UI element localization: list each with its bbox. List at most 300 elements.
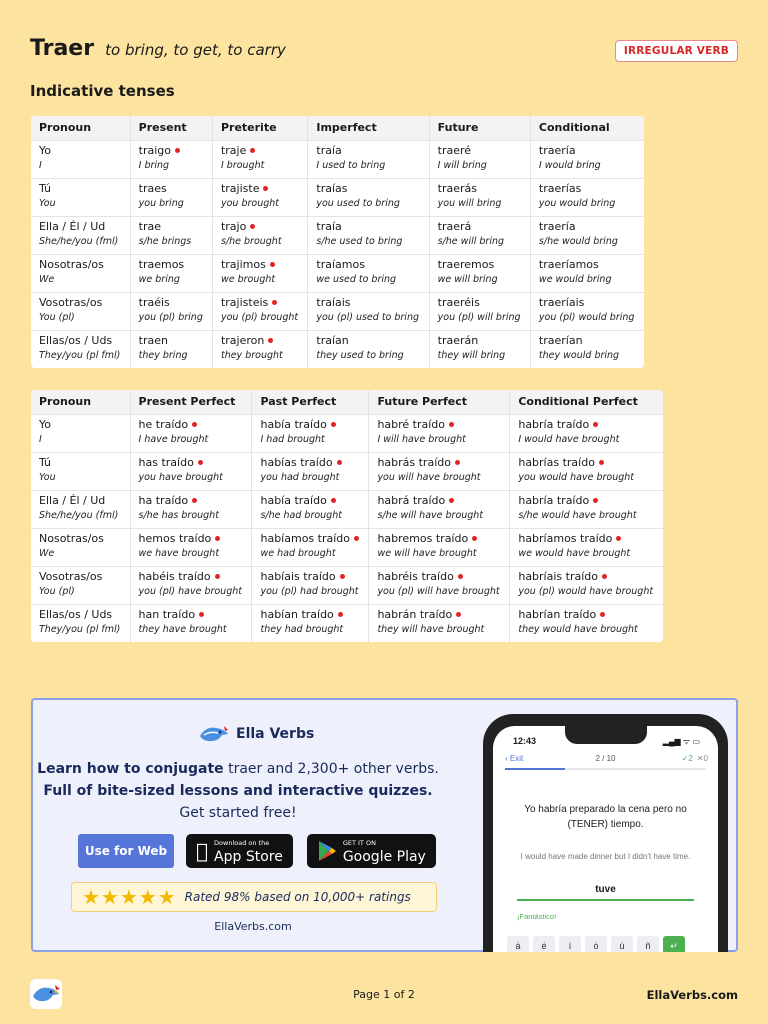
rating-text: Rated 98% based on 10,000+ ratings <box>184 890 411 904</box>
verb-form-text: traerían <box>538 333 583 347</box>
irregular-dot-icon <box>192 498 197 503</box>
conjugation-cell <box>130 216 212 254</box>
verb-form-text: Vosotras/os <box>39 295 103 309</box>
column-header: Future Perfect <box>369 390 510 414</box>
irregular-dot-icon <box>215 574 220 579</box>
english-translation: you would bring <box>538 197 616 209</box>
conjugation-cell <box>130 452 252 490</box>
english-translation: You <box>39 197 56 209</box>
conjugation-cell <box>369 490 510 528</box>
verb-form-text: traéis <box>138 295 170 309</box>
accent-key[interactable]: ú <box>611 936 633 952</box>
progress-fill <box>505 768 565 770</box>
status-icons: ▂▄▆ ᯤ ▭ <box>662 737 700 746</box>
irregular-dot-icon <box>337 460 342 465</box>
brand-name: Ella Verbs <box>236 726 315 742</box>
verb-form-text: habrías traído <box>518 455 595 469</box>
english-translation: We <box>39 273 55 285</box>
english-translation: I would have brought <box>518 433 620 445</box>
verb-form-text: habremos traído <box>377 531 469 545</box>
english-translation: She/he/you (fml) <box>39 509 119 521</box>
app-store-small-label: Download on the <box>202 838 258 847</box>
conjugation-cell <box>429 216 530 254</box>
table-row <box>31 140 644 178</box>
verb-form <box>39 570 122 584</box>
english-translation: we would bring <box>538 273 612 285</box>
verb-form <box>260 494 360 508</box>
conjugation-cell <box>130 604 252 642</box>
verb-form <box>39 334 122 348</box>
conjugation-cell <box>212 292 307 330</box>
verb-form <box>377 608 501 622</box>
answer-field[interactable]: tuve <box>517 884 694 901</box>
verb-form-text: traeré <box>437 143 472 157</box>
conjugation-cell <box>308 292 429 330</box>
irregular-dot-icon <box>215 536 220 541</box>
pronoun-cell <box>31 216 130 254</box>
english-translation: I had brought <box>260 433 325 445</box>
verb-form-text: trae <box>138 219 161 233</box>
conjugation-cell <box>429 330 530 368</box>
google-play-label: Google Play <box>330 848 414 865</box>
irregular-dot-icon <box>455 460 460 465</box>
pronoun-cell <box>31 414 130 452</box>
verb-form-text: Tú <box>39 455 52 469</box>
conjugation-cell <box>530 178 644 216</box>
verb-form-text: hemos traído <box>138 531 212 545</box>
table-row <box>31 566 663 604</box>
verb-form <box>39 258 122 272</box>
conjugation-cell <box>510 528 663 566</box>
verb-form-text: habríamos traído <box>518 531 613 545</box>
irregular-dot-icon <box>599 460 604 465</box>
english-translation: you have brought <box>138 471 223 483</box>
english-translation: we bring <box>138 273 180 285</box>
english-translation: you (pl) will have brought <box>377 585 500 597</box>
table-row <box>31 452 663 490</box>
conjugation-cell <box>212 330 307 368</box>
irregular-dot-icon <box>199 612 204 617</box>
conjugation-cell <box>369 566 510 604</box>
verb-form <box>438 334 522 348</box>
verb-form-text: trajimos <box>220 257 266 271</box>
conjugation-cell <box>429 140 530 178</box>
english-translation: you (pl) have brought <box>138 585 242 597</box>
verb-form <box>139 570 244 584</box>
verb-form-text: Tú <box>39 181 52 195</box>
english-translation: we will have brought <box>377 547 477 559</box>
conjugation-cell <box>308 178 429 216</box>
irregular-dot-icon <box>331 498 336 503</box>
pronoun-cell <box>31 330 130 368</box>
verb-form-text: traemos <box>138 257 185 271</box>
conjugation-cell <box>212 178 307 216</box>
english-translation: we brought <box>220 273 276 285</box>
verb-form <box>260 418 360 432</box>
verb-form <box>316 182 420 196</box>
verb-form <box>39 296 122 310</box>
irregular-dot-icon <box>250 148 255 153</box>
english-translation: we have brought <box>138 547 220 559</box>
irregular-dot-icon <box>616 536 621 541</box>
column-header: Future <box>429 116 530 140</box>
verb-translation: to bring, to get, to carry <box>105 41 286 59</box>
enter-key[interactable]: ↵ <box>663 936 685 952</box>
brand-logo[interactable] <box>198 722 314 746</box>
english-translation: I will have brought <box>377 433 466 445</box>
status-time: 12:43 <box>513 736 537 746</box>
verb-form <box>518 608 655 622</box>
english-translation: They/you (pl fml) <box>39 349 121 361</box>
quiz-progress: 2 / 10 <box>595 754 616 763</box>
verb-form <box>39 182 122 196</box>
verb-form-text: traían <box>316 333 349 347</box>
verb-form-text: Ella / Él / Ud <box>39 493 106 507</box>
conjugation-cell <box>510 452 663 490</box>
verb-form-text: habríais traído <box>518 569 598 583</box>
conjugation-cell <box>369 604 510 642</box>
verb-form <box>221 296 299 310</box>
english-translation: you used to bring <box>316 197 400 209</box>
conjugation-cell <box>308 330 429 368</box>
verb-form <box>221 258 299 272</box>
app-store-button[interactable] <box>186 834 293 868</box>
english-translation: They/you (pl fml) <box>39 623 121 635</box>
conjugation-cell <box>130 490 252 528</box>
page-header <box>30 36 738 66</box>
question-spanish: Yo habría preparado la cena pero no (TENER) tiempo. <box>524 804 687 830</box>
irregular-dot-icon <box>593 422 598 427</box>
english-translation: they brought <box>220 349 283 361</box>
conjugation-cell <box>130 566 252 604</box>
accent-keyboard <box>507 936 689 952</box>
section-title: Indicative tenses <box>30 82 175 100</box>
phone-mockup <box>483 714 728 952</box>
question-english: I would have made dinner but I didn't have time. <box>520 852 691 861</box>
verb-form-text: traerán <box>437 333 479 347</box>
verb-form-text: Yo <box>39 143 51 157</box>
verb-form-text: había traído <box>260 417 327 431</box>
conjugation-cell <box>308 254 429 292</box>
verb-form <box>221 144 299 158</box>
english-translation: I would bring <box>538 159 601 171</box>
verb-form <box>377 570 501 584</box>
verb-form-text: habíamos traído <box>260 531 350 545</box>
conjugation-cell <box>130 140 212 178</box>
verb-form <box>316 144 420 158</box>
accent-key[interactable]: í <box>559 936 581 952</box>
irregular-dot-icon <box>263 186 268 191</box>
bird-logo-icon <box>198 722 230 746</box>
verb-form-text: traías <box>316 181 348 195</box>
verb-form-text: traíais <box>316 295 351 309</box>
english-translation: I will bring <box>437 159 487 171</box>
verb-form-text: traje <box>220 143 247 157</box>
english-translation: you (pl) bring <box>138 311 203 323</box>
verb-form <box>316 296 420 310</box>
verb-form <box>539 334 636 348</box>
english-translation: they bring <box>138 349 188 361</box>
conjugation-cell <box>252 452 369 490</box>
verb-form-text: traeremos <box>437 257 495 271</box>
verb-form-text: han traído <box>138 607 196 621</box>
english-translation: you will have brought <box>377 471 481 483</box>
conjugation-cell <box>510 414 663 452</box>
english-translation: s/he would have brought <box>518 509 637 521</box>
conjugation-cell <box>308 140 429 178</box>
phone-screen <box>493 726 718 952</box>
irregular-dot-icon <box>354 536 359 541</box>
irregular-dot-icon <box>600 612 605 617</box>
irregular-dot-icon <box>472 536 477 541</box>
english-translation: they would bring <box>538 349 620 361</box>
promo-banner <box>31 698 738 952</box>
column-header: Imperfect <box>308 116 429 140</box>
english-translation: You (pl) <box>39 585 75 597</box>
english-translation: You (pl) <box>39 311 75 323</box>
verb-form-text: traerías <box>538 181 582 195</box>
verb-form-text: traen <box>138 333 168 347</box>
verb-form <box>139 296 204 310</box>
app-store-label: App Store <box>202 848 271 865</box>
verb-form-text: trajo <box>220 219 247 233</box>
conjugation-cell <box>530 216 644 254</box>
verb-form-text: trajeron <box>220 333 265 347</box>
verb-form <box>539 296 636 310</box>
conjugation-cell <box>130 254 212 292</box>
irregular-dot-icon <box>192 422 197 427</box>
table-row <box>31 528 663 566</box>
verb-form <box>377 456 501 470</box>
irregular-dot-icon <box>593 498 598 503</box>
verb-form-text: traía <box>316 219 342 233</box>
conjugation-cell <box>530 140 644 178</box>
conjugation-cell <box>369 414 510 452</box>
english-translation: you will bring <box>437 197 502 209</box>
conjugation-cell <box>252 528 369 566</box>
english-translation: s/he brings <box>138 235 192 247</box>
verb-form <box>39 456 122 470</box>
verb-form-text: Ella / Él / Ud <box>39 219 106 233</box>
table-row <box>31 490 663 528</box>
verb-form-text: trajiste <box>220 181 260 195</box>
table-row <box>31 414 663 452</box>
verb-form <box>221 334 299 348</box>
column-header: Pronoun <box>31 116 130 140</box>
verb-form <box>139 334 204 348</box>
conjugation-cell <box>530 254 644 292</box>
conjugation-cell <box>429 178 530 216</box>
verb-form <box>139 220 204 234</box>
english-translation: you would have brought <box>518 471 634 483</box>
pronoun-cell <box>31 292 130 330</box>
verb-form <box>139 608 244 622</box>
verb-form <box>438 220 522 234</box>
verb-form <box>438 258 522 272</box>
promo-site-link[interactable]: EllaVerbs.com <box>214 920 292 933</box>
english-translation: We <box>39 547 55 559</box>
apple-icon <box>196 839 208 863</box>
irregular-verb-badge: IRREGULAR VERB <box>615 40 738 62</box>
promo-line-2 <box>33 780 443 802</box>
conjugation-cell <box>510 566 663 604</box>
english-translation: we would have brought <box>518 547 631 559</box>
english-translation: She/he/you (fml) <box>39 235 119 247</box>
english-translation: we used to bring <box>316 273 397 285</box>
accent-key[interactable]: ñ <box>637 936 659 952</box>
verb-form <box>539 258 636 272</box>
english-translation: they have brought <box>138 623 227 635</box>
verb-form-text: trajisteis <box>220 295 269 309</box>
verb-form <box>260 456 360 470</box>
conjugation-cell <box>369 452 510 490</box>
table-row <box>31 216 644 254</box>
verb-form <box>139 456 244 470</box>
column-header: Present <box>130 116 212 140</box>
correct-count: ✓2 <box>681 754 693 763</box>
verb-form <box>39 220 122 234</box>
table-row <box>31 330 644 368</box>
english-translation: we had brought <box>260 547 336 559</box>
verb-form-text: has traído <box>138 455 194 469</box>
english-translation: I brought <box>220 159 265 171</box>
verb-form <box>260 570 360 584</box>
verb-form <box>316 258 420 272</box>
verb-form <box>39 494 122 508</box>
irregular-dot-icon <box>270 262 275 267</box>
promo-line-1-rest: traer and 2,300+ other verbs. <box>223 761 439 777</box>
verb-form-text: habías traído <box>260 455 333 469</box>
conjugation-cell <box>130 178 212 216</box>
irregular-dot-icon <box>449 498 454 503</box>
verb-form <box>316 334 420 348</box>
irregular-dot-icon <box>250 224 255 229</box>
conjugation-cell <box>369 528 510 566</box>
verb-form <box>221 182 299 196</box>
google-play-icon <box>317 840 337 862</box>
conjugation-cell <box>212 216 307 254</box>
promo-copy <box>33 758 443 824</box>
verb-form <box>539 182 636 196</box>
english-translation: I used to bring <box>316 159 386 171</box>
verb-form <box>139 182 204 196</box>
google-play-small-label: GET IT ON <box>330 838 364 847</box>
irregular-dot-icon <box>340 574 345 579</box>
footer-site-link[interactable]: EllaVerbs.com <box>646 988 738 1002</box>
conjugation-cell <box>252 604 369 642</box>
verb-form <box>438 296 522 310</box>
irregular-dot-icon <box>456 612 461 617</box>
use-for-web-button[interactable]: Use for Web <box>78 834 174 868</box>
conjugation-cell <box>429 292 530 330</box>
conjugation-cell <box>252 414 369 452</box>
verb-form-text: traeríamos <box>538 257 599 271</box>
table-row <box>31 254 644 292</box>
phone-notch <box>565 726 647 744</box>
conjugation-cell <box>530 292 644 330</box>
irregular-dot-icon <box>449 422 454 427</box>
irregular-dot-icon <box>331 422 336 427</box>
verb-form <box>139 494 244 508</box>
verb-form-text: habían traído <box>260 607 334 621</box>
verb-form <box>139 532 244 546</box>
accent-key[interactable]: é <box>533 936 555 952</box>
verb-form-text: habré traído <box>377 417 446 431</box>
conjugation-cell <box>130 330 212 368</box>
verb-title: Traer <box>30 36 95 61</box>
verb-form-text: habría traído <box>518 417 590 431</box>
exit-button[interactable]: ‹ Exit <box>505 754 524 763</box>
verb-form-text: habrán traído <box>377 607 453 621</box>
english-translation: You <box>39 471 56 483</box>
google-play-button[interactable] <box>307 834 436 868</box>
verb-form-text: habrían traído <box>518 607 597 621</box>
verb-form-text: Ellas/os / Uds <box>39 333 113 347</box>
verb-form <box>518 456 655 470</box>
accent-key[interactable]: á <box>507 936 529 952</box>
verb-form <box>518 418 655 432</box>
irregular-dot-icon <box>268 338 273 343</box>
conjugation-cell <box>130 292 212 330</box>
verb-form-text: habrás traído <box>377 455 451 469</box>
verb-form-text: traería <box>538 143 576 157</box>
column-header: Conditional <box>530 116 644 140</box>
irregular-dot-icon <box>458 574 463 579</box>
table-row <box>31 178 644 216</box>
irregular-dot-icon <box>272 300 277 305</box>
pronoun-cell <box>31 490 130 528</box>
star-rating-icon: ★★★★★ <box>82 885 177 909</box>
verb-form-text: ha traído <box>138 493 189 507</box>
english-translation: they would have brought <box>518 623 638 635</box>
verb-form-text: habréis traído <box>377 569 454 583</box>
verb-form <box>539 220 636 234</box>
verb-form <box>260 608 360 622</box>
download-buttons <box>78 834 450 868</box>
english-translation: they will have brought <box>377 623 485 635</box>
english-translation: I have brought <box>138 433 209 445</box>
english-translation: they had brought <box>260 623 344 635</box>
verb-form-text: habíais traído <box>260 569 336 583</box>
accent-key[interactable]: ó <box>585 936 607 952</box>
verb-form <box>518 570 655 584</box>
conjugation-cell <box>308 216 429 254</box>
conjugation-cell <box>530 330 644 368</box>
promo-line-1 <box>33 758 443 780</box>
verb-form <box>316 220 420 234</box>
perfect-tenses-table <box>31 390 663 642</box>
pronoun-cell <box>31 140 130 178</box>
column-header: Present Perfect <box>130 390 252 414</box>
verb-form-text: traerás <box>437 181 477 195</box>
english-translation: you (pl) would bring <box>538 311 635 323</box>
english-translation: you (pl) will bring <box>437 311 521 323</box>
verb-form <box>39 144 122 158</box>
verb-form <box>438 144 522 158</box>
verb-form <box>518 532 655 546</box>
table-row <box>31 292 644 330</box>
verb-form <box>139 144 204 158</box>
verb-form-text: Vosotras/os <box>39 569 103 583</box>
english-translation: s/he brought <box>220 235 282 247</box>
conjugation-cell <box>252 566 369 604</box>
wrong-count: ✕0 <box>696 754 708 763</box>
pronoun-cell <box>31 604 130 642</box>
column-header: Preterite <box>212 116 307 140</box>
verb-form <box>260 532 360 546</box>
english-translation: I <box>39 433 42 445</box>
irregular-dot-icon <box>338 612 343 617</box>
